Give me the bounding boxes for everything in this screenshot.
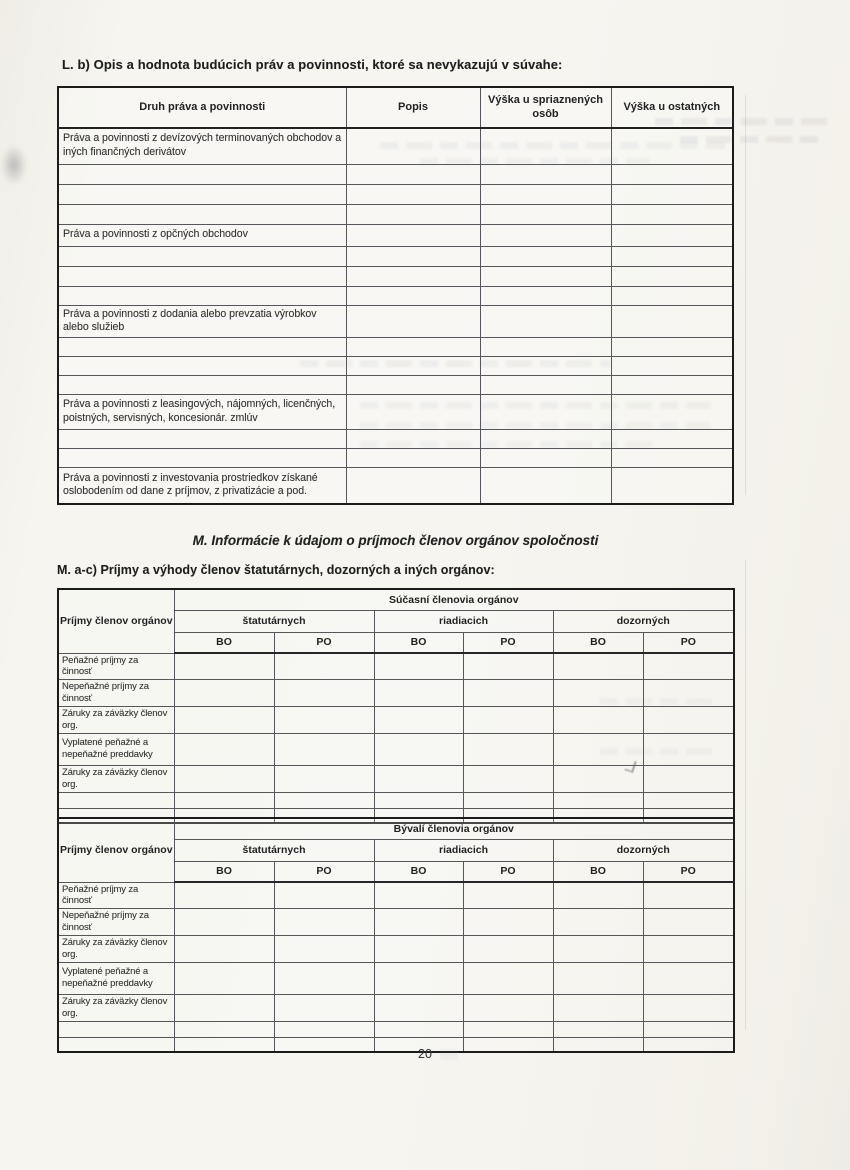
bleed-through-mark bbox=[745, 95, 746, 495]
l-rights-obligations-table bbox=[57, 86, 734, 505]
empty-cell bbox=[274, 936, 374, 963]
empty-cell bbox=[553, 994, 643, 1021]
m-row-label: Záruky za záväzky členov org. bbox=[58, 994, 174, 1021]
empty-cell bbox=[480, 395, 611, 430]
l-empty-row bbox=[58, 376, 733, 395]
l-header-popis: Popis bbox=[346, 87, 480, 128]
empty-cell bbox=[611, 286, 733, 305]
m-current-title-header: Súčasní členovia orgánov bbox=[174, 589, 734, 610]
m-row-zaruky-2 bbox=[58, 765, 734, 792]
m-row-nepenazne bbox=[58, 909, 734, 936]
empty-cell bbox=[174, 653, 274, 680]
empty-cell bbox=[346, 395, 480, 430]
empty-cell bbox=[346, 357, 480, 376]
m-po-header: PO bbox=[463, 861, 553, 882]
m-empty-row bbox=[58, 1021, 734, 1037]
m-row-preddavky bbox=[58, 962, 734, 994]
section-m-heading: M. Informácie k údajom o príjmoch členov orgánov spoločnosti bbox=[192, 533, 599, 548]
empty-cell bbox=[346, 246, 480, 266]
empty-cell bbox=[463, 1021, 553, 1037]
empty-cell bbox=[463, 680, 553, 707]
empty-cell bbox=[480, 338, 611, 357]
m-row-label: Peňažné príjmy za činnosť bbox=[58, 882, 174, 909]
m-group-dozornych: dozorných bbox=[553, 610, 734, 632]
empty-cell bbox=[374, 962, 463, 994]
m-row-zaruky-2 bbox=[58, 994, 734, 1021]
m-row-label: Záruky za záväzky členov org. bbox=[58, 765, 174, 792]
l-row-label: Práva a povinnosti z devízových terminovaných obchodov a iných finančných derivátov bbox=[58, 128, 346, 164]
empty-cell bbox=[643, 680, 734, 707]
empty-cell bbox=[274, 653, 374, 680]
empty-cell bbox=[463, 792, 553, 808]
empty-cell bbox=[346, 430, 480, 449]
empty-cell bbox=[553, 882, 643, 909]
m-row-label: Nepeňažné príjmy za činnosť bbox=[58, 680, 174, 707]
m-table-top-header-row bbox=[58, 589, 734, 610]
empty-cell bbox=[346, 286, 480, 305]
empty-cell bbox=[346, 305, 480, 338]
empty-cell bbox=[374, 733, 463, 765]
m-row-label: Záruky za záväzky členov org. bbox=[58, 936, 174, 963]
m-row-penazne bbox=[58, 653, 734, 680]
l-header-ostatni: Výška u ostatných bbox=[611, 87, 733, 128]
l-row-label: Práva a povinnosti z dodania alebo prevzatia výrobkov alebo služieb bbox=[58, 305, 346, 338]
empty-cell bbox=[374, 909, 463, 936]
empty-cell bbox=[346, 449, 480, 468]
m-group-statutarnych: štatutárnych bbox=[174, 610, 374, 632]
empty-cell bbox=[174, 882, 274, 909]
m-empty-row bbox=[58, 792, 734, 808]
empty-cell bbox=[611, 376, 733, 395]
m-bo-header: BO bbox=[174, 861, 274, 882]
l-row-label: Práva a povinnosti z leasingových, nájomných, licenčných, poistných, servisných, koncesionár. zmlúv bbox=[58, 395, 346, 430]
empty-cell bbox=[274, 765, 374, 792]
empty-cell bbox=[174, 792, 274, 808]
empty-cell bbox=[463, 994, 553, 1021]
empty-cell bbox=[346, 338, 480, 357]
l-row-leasing bbox=[58, 395, 733, 430]
empty-cell bbox=[611, 395, 733, 430]
empty-cell bbox=[463, 909, 553, 936]
empty-cell bbox=[58, 1021, 174, 1037]
m-corner-header: Príjmy členov orgánov bbox=[58, 589, 174, 653]
smudge-mark bbox=[1, 145, 27, 185]
empty-cell bbox=[480, 204, 611, 224]
l-table-header-row bbox=[58, 87, 733, 128]
m-row-zaruky-1 bbox=[58, 936, 734, 963]
l-row-label: Práva a povinnosti z opčných obchodov bbox=[58, 224, 346, 246]
empty-cell bbox=[643, 936, 734, 963]
empty-cell bbox=[643, 994, 734, 1021]
empty-cell bbox=[463, 733, 553, 765]
m-po-header: PO bbox=[643, 861, 734, 882]
l-empty-row bbox=[58, 246, 733, 266]
empty-cell bbox=[374, 707, 463, 734]
empty-cell bbox=[58, 204, 346, 224]
m-bo-header: BO bbox=[553, 861, 643, 882]
empty-cell bbox=[463, 765, 553, 792]
m-row-label: Nepeňažné príjmy za činnosť bbox=[58, 909, 174, 936]
empty-cell bbox=[611, 204, 733, 224]
empty-cell bbox=[346, 204, 480, 224]
empty-cell bbox=[463, 936, 553, 963]
empty-cell bbox=[643, 1021, 734, 1037]
empty-cell bbox=[611, 224, 733, 246]
l-empty-row bbox=[58, 449, 733, 468]
empty-cell bbox=[611, 468, 733, 504]
m-current-members-table bbox=[57, 588, 735, 824]
m-bo-header: BO bbox=[374, 861, 463, 882]
empty-cell bbox=[174, 680, 274, 707]
empty-cell bbox=[58, 246, 346, 266]
m-row-penazne bbox=[58, 882, 734, 909]
empty-cell bbox=[611, 305, 733, 338]
empty-cell bbox=[374, 653, 463, 680]
empty-cell bbox=[58, 376, 346, 395]
empty-cell bbox=[174, 962, 274, 994]
empty-cell bbox=[611, 357, 733, 376]
empty-cell bbox=[480, 224, 611, 246]
empty-cell bbox=[58, 430, 346, 449]
empty-cell bbox=[174, 1021, 274, 1037]
empty-cell bbox=[58, 266, 346, 286]
m-po-header: PO bbox=[643, 632, 734, 653]
empty-cell bbox=[463, 882, 553, 909]
empty-cell bbox=[274, 909, 374, 936]
empty-cell bbox=[346, 468, 480, 504]
empty-cell bbox=[374, 994, 463, 1021]
empty-cell bbox=[611, 430, 733, 449]
empty-cell bbox=[346, 164, 480, 184]
empty-cell bbox=[480, 246, 611, 266]
empty-cell bbox=[274, 792, 374, 808]
empty-cell bbox=[553, 936, 643, 963]
empty-cell bbox=[174, 733, 274, 765]
empty-cell bbox=[480, 305, 611, 338]
empty-cell bbox=[553, 1021, 643, 1037]
empty-cell bbox=[480, 128, 611, 164]
l-empty-row bbox=[58, 286, 733, 305]
l-header-druh: Druh práva a povinnosti bbox=[58, 87, 346, 128]
l-row-devizove bbox=[58, 128, 733, 164]
empty-cell bbox=[274, 707, 374, 734]
empty-cell bbox=[346, 266, 480, 286]
empty-cell bbox=[274, 882, 374, 909]
section-m-subheading: M. a-c) Príjmy a výhody členov štatutárnych, dozorných a iných orgánov: bbox=[57, 563, 495, 577]
m-row-preddavky bbox=[58, 733, 734, 765]
empty-cell bbox=[480, 357, 611, 376]
m-former-members-table bbox=[57, 817, 735, 1053]
empty-cell bbox=[174, 765, 274, 792]
empty-cell bbox=[643, 882, 734, 909]
empty-cell bbox=[553, 707, 643, 734]
empty-cell bbox=[346, 184, 480, 204]
empty-cell bbox=[274, 680, 374, 707]
empty-cell bbox=[374, 792, 463, 808]
empty-cell bbox=[174, 936, 274, 963]
empty-cell bbox=[480, 266, 611, 286]
page-number: 20 bbox=[418, 1047, 432, 1061]
m-row-zaruky-1 bbox=[58, 707, 734, 734]
m-row-label: Peňažné príjmy za činnosť bbox=[58, 653, 174, 680]
m-group-statutarnych: štatutárnych bbox=[174, 839, 374, 861]
empty-cell bbox=[643, 765, 734, 792]
m-row-label: Vyplatené peňažné a nepeňažné preddavky bbox=[58, 962, 174, 994]
l-empty-row bbox=[58, 338, 733, 357]
m-bo-header: BO bbox=[553, 632, 643, 653]
empty-cell bbox=[374, 765, 463, 792]
section-l-title: L. b) Opis a hodnota budúcich práv a povinnosti, ktoré sa nevykazujú v súvahe: bbox=[62, 57, 563, 72]
m-bo-header: BO bbox=[174, 632, 274, 653]
m-bo-header: BO bbox=[374, 632, 463, 653]
empty-cell bbox=[346, 224, 480, 246]
m-corner-header: Príjmy členov orgánov bbox=[58, 818, 174, 882]
empty-cell bbox=[58, 338, 346, 357]
l-empty-row bbox=[58, 184, 733, 204]
m-former-title-header: Bývalí členovia orgánov bbox=[174, 818, 734, 839]
empty-cell bbox=[374, 680, 463, 707]
empty-cell bbox=[480, 449, 611, 468]
empty-cell bbox=[643, 909, 734, 936]
empty-cell bbox=[374, 882, 463, 909]
empty-cell bbox=[274, 994, 374, 1021]
empty-cell bbox=[480, 430, 611, 449]
m-row-nepenazne bbox=[58, 680, 734, 707]
l-empty-row bbox=[58, 357, 733, 376]
m-group-riadiacich: riadiacich bbox=[374, 839, 553, 861]
empty-cell bbox=[553, 909, 643, 936]
empty-cell bbox=[643, 653, 734, 680]
m-po-header: PO bbox=[463, 632, 553, 653]
empty-cell bbox=[643, 733, 734, 765]
l-row-label: Práva a povinnosti z investovania prostriedkov získané oslobodením od dane z príjmov, z privatizácie a pod. bbox=[58, 468, 346, 504]
empty-cell bbox=[480, 468, 611, 504]
l-empty-row bbox=[58, 430, 733, 449]
l-empty-row bbox=[58, 266, 733, 286]
l-header-spriaznene: Výška u spriaznených osôb bbox=[480, 87, 611, 128]
empty-cell bbox=[611, 246, 733, 266]
empty-cell bbox=[274, 962, 374, 994]
l-empty-row bbox=[58, 164, 733, 184]
empty-cell bbox=[611, 164, 733, 184]
empty-cell bbox=[174, 707, 274, 734]
empty-cell bbox=[553, 765, 643, 792]
empty-cell bbox=[346, 128, 480, 164]
empty-cell bbox=[374, 1021, 463, 1037]
l-empty-row bbox=[58, 204, 733, 224]
empty-cell bbox=[611, 449, 733, 468]
empty-cell bbox=[553, 653, 643, 680]
empty-cell bbox=[480, 164, 611, 184]
empty-cell bbox=[611, 128, 733, 164]
empty-cell bbox=[611, 266, 733, 286]
l-row-investovanie bbox=[58, 468, 733, 504]
empty-cell bbox=[58, 792, 174, 808]
empty-cell bbox=[480, 286, 611, 305]
empty-cell bbox=[58, 286, 346, 305]
empty-cell bbox=[58, 357, 346, 376]
empty-cell bbox=[643, 707, 734, 734]
empty-cell bbox=[463, 653, 553, 680]
empty-cell bbox=[58, 184, 346, 204]
empty-cell bbox=[553, 792, 643, 808]
empty-cell bbox=[463, 707, 553, 734]
empty-cell bbox=[374, 936, 463, 963]
empty-cell bbox=[58, 164, 346, 184]
empty-cell bbox=[553, 962, 643, 994]
l-row-opcne bbox=[58, 224, 733, 246]
empty-cell bbox=[480, 184, 611, 204]
m-po-header: PO bbox=[274, 632, 374, 653]
m-table-top-header-row bbox=[58, 818, 734, 839]
empty-cell bbox=[463, 962, 553, 994]
m-group-riadiacich: riadiacich bbox=[374, 610, 553, 632]
empty-cell bbox=[553, 733, 643, 765]
empty-cell bbox=[58, 449, 346, 468]
m-po-header: PO bbox=[274, 861, 374, 882]
empty-cell bbox=[174, 994, 274, 1021]
empty-cell bbox=[643, 962, 734, 994]
bleed-through-mark bbox=[745, 560, 746, 1030]
m-row-label: Vyplatené peňažné a nepeňažné preddavky bbox=[58, 733, 174, 765]
empty-cell bbox=[174, 909, 274, 936]
empty-cell bbox=[611, 184, 733, 204]
empty-cell bbox=[611, 338, 733, 357]
empty-cell bbox=[346, 376, 480, 395]
m-row-label: Záruky za záväzky členov org. bbox=[58, 707, 174, 734]
empty-cell bbox=[274, 1021, 374, 1037]
l-row-dodanie bbox=[58, 305, 733, 338]
empty-cell bbox=[274, 733, 374, 765]
empty-cell bbox=[643, 792, 734, 808]
m-group-dozornych: dozorných bbox=[553, 839, 734, 861]
empty-cell bbox=[480, 376, 611, 395]
empty-cell bbox=[553, 680, 643, 707]
